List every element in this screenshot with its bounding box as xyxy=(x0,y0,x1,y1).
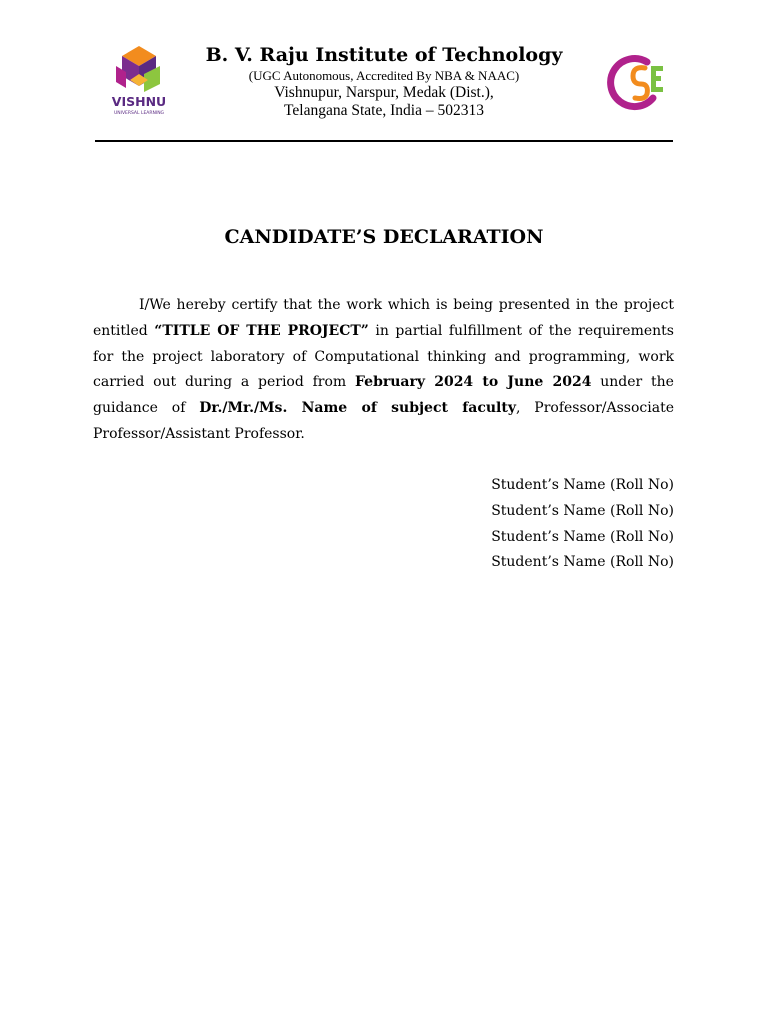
declaration-text-part-1: I/We hereby certify that the work which is being presented in the project entitled xyxy=(93,297,674,339)
declaration-text-part-4: , Professor/Associate Professor/Assistant Professor. xyxy=(93,400,674,442)
guide-name: Dr./Mr./Ms. Name of subject faculty xyxy=(199,400,516,417)
institute-address-line-1: Vishnupur, Narspur, Medak (Dist.), xyxy=(274,84,494,101)
student-name-entry: Student’s Name (Roll No) xyxy=(491,502,674,519)
declaration-text-part-2: in partial fulfillment of the requirements for the project laboratory of Computational thinking and programming, work carried out during a period from xyxy=(93,322,674,391)
institute-header xyxy=(190,42,578,120)
declaration-text-part-3: under the guidance of xyxy=(93,374,674,417)
vishnu-wordmark: VISHNU xyxy=(111,94,167,109)
declaration-title: CANDIDATE’S DECLARATION xyxy=(224,226,544,248)
institute-name: B. V. Raju Institute of Technology xyxy=(205,44,563,66)
project-title: “TITLE OF THE PROJECT” xyxy=(154,322,369,339)
student-name-entry: Student’s Name (Roll No) xyxy=(491,528,674,545)
vishnu-logo-icon xyxy=(104,44,174,118)
student-signatures xyxy=(400,473,674,576)
cse-department-logo-icon xyxy=(603,52,669,114)
vishnu-tagline: UNIVERSAL LEARNING xyxy=(113,111,165,116)
project-period: February 2024 to June 2024 xyxy=(354,374,592,391)
header-divider xyxy=(95,140,673,142)
student-name-entry: Student’s Name (Roll No) xyxy=(491,477,674,493)
student-name-entry: Student’s Name (Roll No) xyxy=(491,554,674,571)
institute-accreditation: (UGC Autonomous, Accredited By NBA & NAAC) xyxy=(248,68,520,83)
declaration-paragraph xyxy=(93,293,674,448)
institute-address-line-2: Telangana State, India – 502313 xyxy=(284,102,484,119)
